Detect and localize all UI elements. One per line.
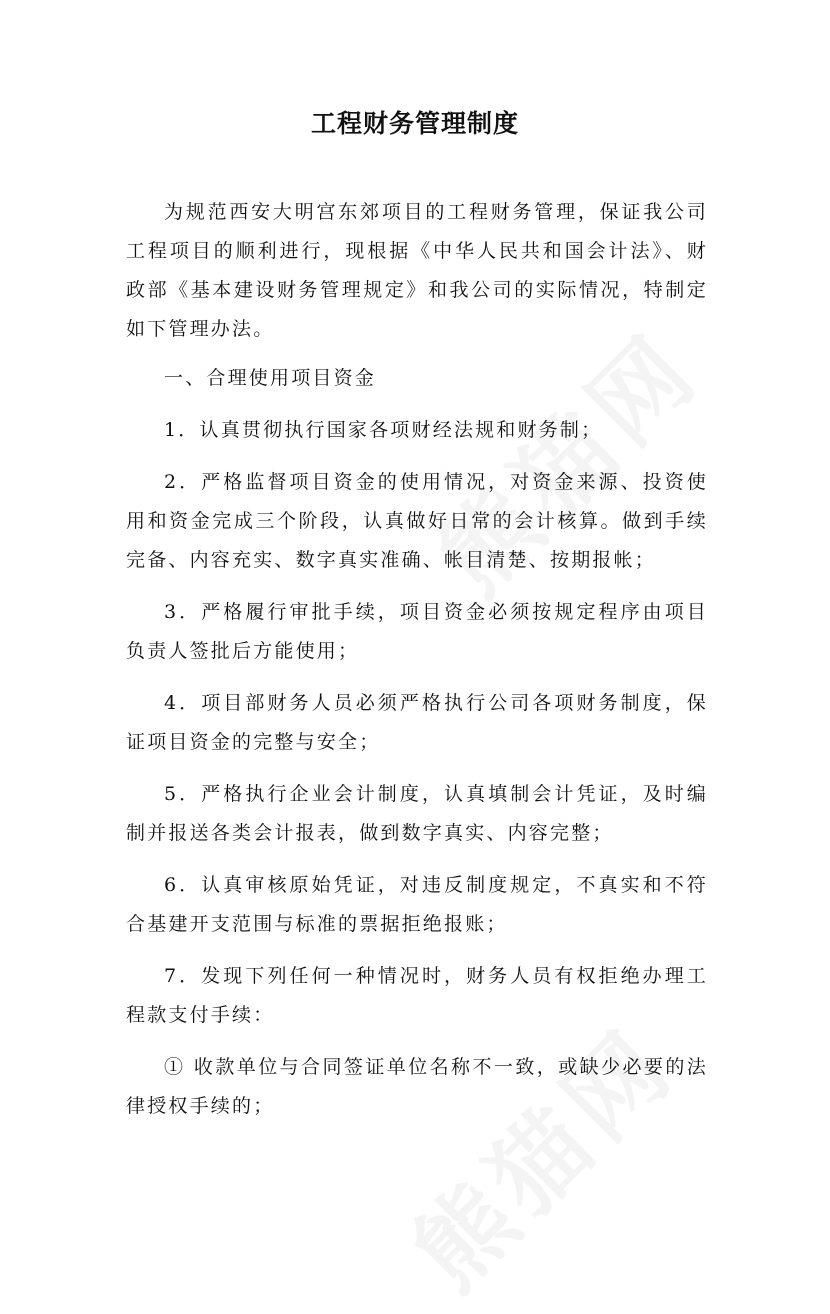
document-body	[126, 193, 708, 1139]
rule-item-2: 2．严格监督项目资金的使用情况，对资金来源、投资使用和资金完成三个阶段，认真做好日常的会计核算。做到手续完备、内容充实、数字真实准确、帐目清楚、按期报帐；	[126, 471, 708, 571]
section-heading: 一、合理使用项目资金	[164, 367, 377, 389]
intro-paragraph: 为规范西安大明宫东郊项目的工程财务管理，保证我公司工程项目的顺利进行，现根据《中华人民共和国会计法》、财政部《基本建设财务管理规定》和我公司的实际情况，特制定如下管理办法。	[126, 201, 708, 340]
rule-item-5: 5．严格执行企业会计制度，认真填制会计凭证，及时编制并报送各类会计报表，做到数字真实、内容完整；	[126, 783, 708, 844]
rule-item-3: 3．严格履行审批手续，项目资金必须按规定程序由项目负责人签批后方能使用；	[126, 601, 708, 662]
rule-subitem-1: ① 收款单位与合同签证单位名称不一致，或缺少必要的法律授权手续的；	[126, 1056, 708, 1117]
rule-item-4: 4．项目部财务人员必须严格执行公司各项财务制度，保证项目资金的完整与安全；	[126, 692, 708, 753]
rule-item-7: 7．发现下列任何一种情况时，财务人员有权拒绝办理工程款支付手续：	[126, 965, 708, 1026]
rule-item-6: 6．认真审核原始凭证，对违反制度规定，不真实和不符合基建开支范围与标准的票据拒绝报账；	[126, 874, 708, 935]
rule-item-1: 1．认真贯彻执行国家各项财经法规和财务制；	[164, 419, 603, 441]
document-title: 工程财务管理制度	[310, 109, 519, 138]
